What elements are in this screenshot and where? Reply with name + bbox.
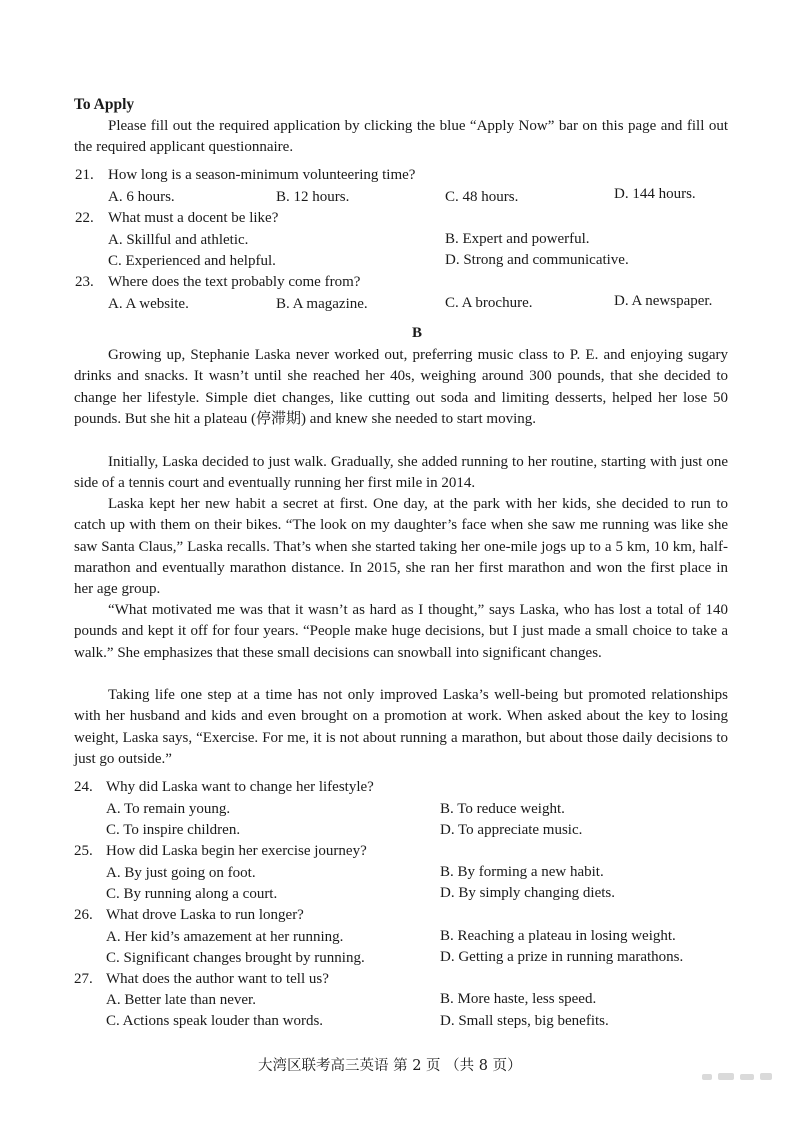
option: B. By forming a new habit. xyxy=(440,864,604,880)
option: B. A magazine. xyxy=(276,296,368,312)
option: A. 6 hours. xyxy=(108,189,175,205)
option: A. Skillful and athletic. xyxy=(108,232,249,248)
option: C. By running along a court. xyxy=(106,886,278,902)
passage-paragraph: Initially, Laska decided to just walk. Gradually, she added running to her routine, starting with just one side of a tennis court and eventually running her first mile in 2014. xyxy=(74,454,728,492)
option: C. To inspire children. xyxy=(106,822,241,838)
passage-paragraph: Taking life one step at a time has not only improved Laska’s well-being but promoted relationships with her husband and kids and even brought on a promotion at work. When asked about the key to losing weight, Laska says, “Exercise. For me, it is not about running a marathon, but about those daily decisions to just go outside.” xyxy=(74,687,728,767)
option: A. By just going on foot. xyxy=(106,865,256,881)
passage-paragraph: Laska kept her new habit a secret at first. One day, at the park with her kids, she decided to run to catch up with them on their bikes. “The look on my daughter’s face when she saw me running was like she saw Santa Claus,” Laska recalls. That’s when she started taking her one-mile jogs up to a 5 km, 10 km, half-marathon and eventually marathon distance. In 2015, she ran her first marathon and won the first place in her age group. xyxy=(74,496,728,598)
option: A. Her kid’s amazement at her running. xyxy=(106,929,344,945)
option: A. A website. xyxy=(108,296,189,312)
option: D. To appreciate music. xyxy=(440,822,583,838)
passage-paragraph: “What motivated me was that it wasn’t as hard as I thought,” says Laska, who has lost a total of 140 pounds and kept it off for four years. “People make huge decisions, but I just made a small choice to take a walk.” She emphasizes that these small decisions can snowball into significant changes. xyxy=(74,602,728,661)
question-num: 27. xyxy=(74,971,93,987)
apply-heading: To Apply xyxy=(74,96,135,113)
option: C. 48 hours. xyxy=(445,189,519,205)
passage-paragraph: Growing up, Stephanie Laska never worked out, preferring music class to P. E. and enjoying sugary drinks and snacks. It wasn’t until she reached her 40s, weighing around 300 pounds, that she decided to change her lifestyle. Simple diet changes, like cutting out soda and limiting desserts, helped her lose 50 pounds. But she hit a plateau (停滞期) and knew she needed to start moving. xyxy=(74,347,728,427)
option: D. Small steps, big benefits. xyxy=(440,1013,609,1029)
option: D. Strong and communicative. xyxy=(445,252,629,268)
section-label: B xyxy=(412,325,423,341)
option: B. To reduce weight. xyxy=(440,801,565,817)
question-num: 24. xyxy=(74,779,93,795)
option: B. Expert and powerful. xyxy=(445,231,590,247)
option: C. A brochure. xyxy=(445,295,533,311)
question-num: 21. xyxy=(75,167,94,183)
option: A. To remain young. xyxy=(106,801,231,817)
question-stem: Where does the text probably come from? xyxy=(108,274,361,290)
question-stem: What does the author want to tell us? xyxy=(106,971,329,987)
option: C. Experienced and helpful. xyxy=(108,253,276,269)
option: D. A newspaper. xyxy=(614,293,713,309)
question-num: 23. xyxy=(75,274,94,290)
option: D. Getting a prize in running marathons. xyxy=(440,949,684,965)
option: B. Reaching a plateau in losing weight. xyxy=(440,928,676,944)
watermark-mark xyxy=(700,1070,776,1082)
question-num: 26. xyxy=(74,907,93,923)
option: C. Actions speak louder than words. xyxy=(106,1013,324,1029)
page-footer: 大湾区联考高三英语 第 2 页 （共 8 页） xyxy=(258,1058,522,1074)
option: A. Better late than never. xyxy=(106,992,256,1008)
question-stem: What must a docent be like? xyxy=(108,210,279,226)
option: B. More haste, less speed. xyxy=(440,991,597,1007)
question-stem: Why did Laska want to change her lifestyle? xyxy=(106,779,374,795)
question-num: 22. xyxy=(75,210,94,226)
question-stem: What drove Laska to run longer? xyxy=(106,907,304,923)
option: C. Significant changes brought by running. xyxy=(106,950,365,966)
question-stem: How long is a season-minimum volunteering time? xyxy=(108,167,416,183)
question-stem: How did Laska begin her exercise journey? xyxy=(106,843,367,859)
apply-text: Please fill out the required application by clicking the blue “Apply Now” bar on this page and fill out the required applicant questionnaire. xyxy=(74,118,728,156)
question-num: 25. xyxy=(74,843,93,859)
option: D. 144 hours. xyxy=(614,186,696,202)
option: B. 12 hours. xyxy=(276,189,350,205)
option: D. By simply changing diets. xyxy=(440,885,615,901)
